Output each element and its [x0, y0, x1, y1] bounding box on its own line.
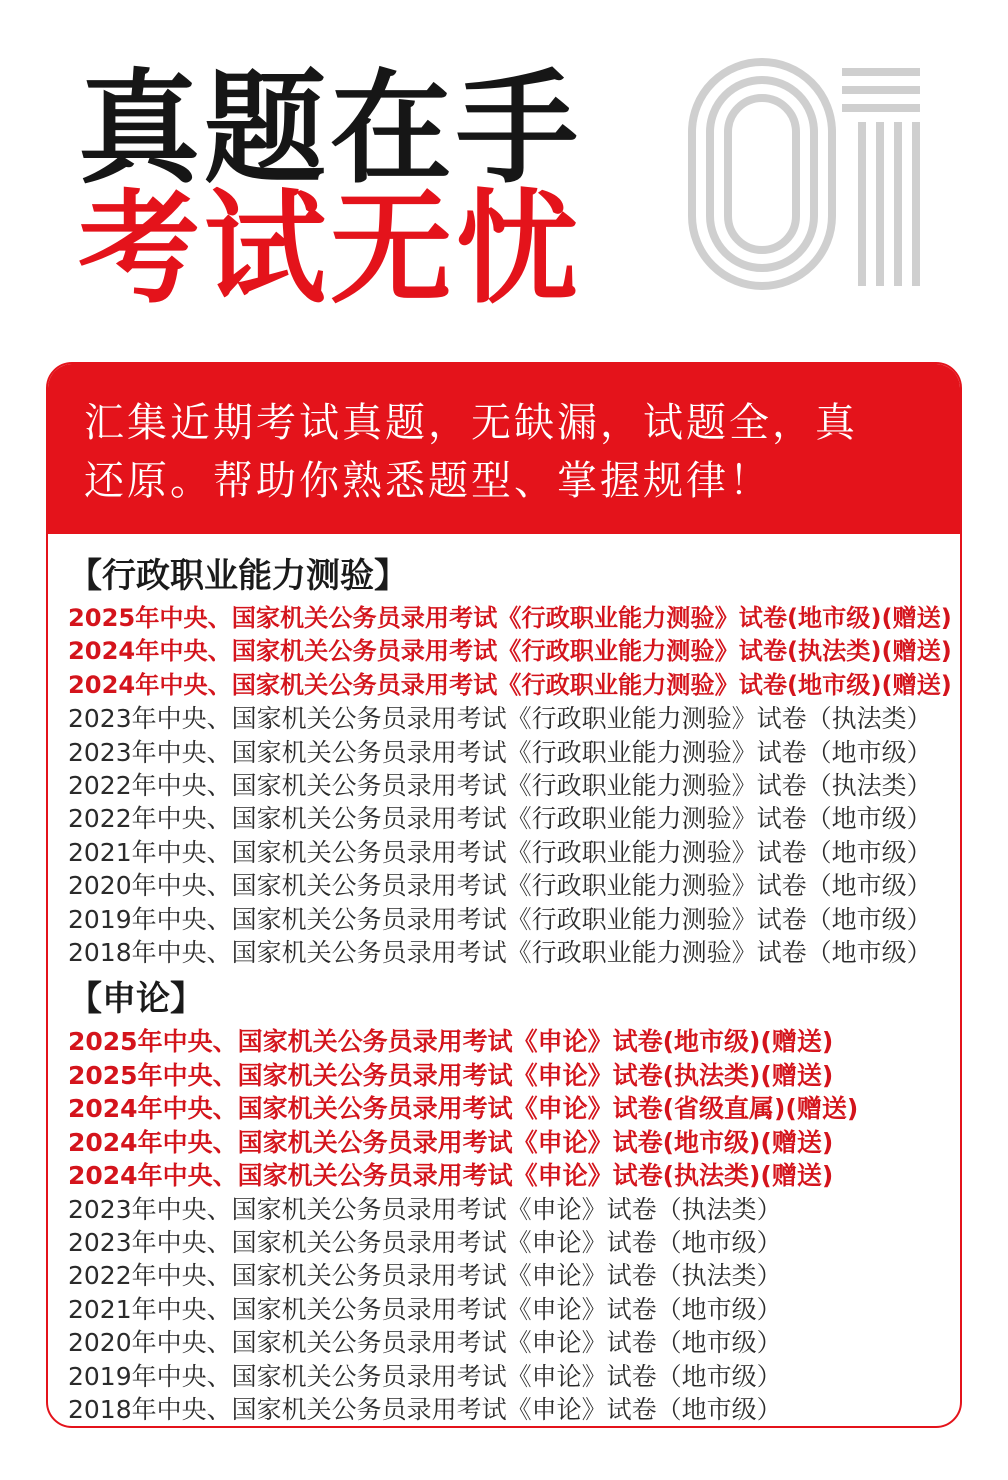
exam-list-item: 2024年中央、国家机关公务员录用考试《申论》试卷(执法类)(赠送)	[68, 1161, 834, 1191]
exam-list-shenlun	[68, 1025, 960, 1426]
exam-list-item: 2024年中央、国家机关公务员录用考试《行政职业能力测验》试卷(地市级)(赠送)	[68, 670, 952, 699]
exam-list-item: 2022年中央、国家机关公务员录用考试《行政职业能力测验》试卷（执法类）	[68, 771, 932, 801]
exam-list-item: 2020年中央、国家机关公务员录用考试《申论》试卷（地市级）	[68, 1328, 782, 1358]
card-header	[48, 364, 960, 534]
exam-list-item: 2025年中央、国家机关公务员录用考试《行政职业能力测验》试卷(地市级)(赠送)	[68, 604, 952, 632]
section-title-shenlun: 【申论】	[68, 979, 204, 1020]
exam-list-item: 2024年中央、国家机关公务员录用考试《申论》试卷(地市级)(赠送)	[68, 1127, 834, 1157]
exam-list-item: 2024年中央、国家机关公务员录用考试《申论》试卷(省级直属)(赠送)	[68, 1094, 859, 1124]
exam-list-item: 2023年中央、国家机关公务员录用考试《申论》试卷（地市级）	[68, 1227, 782, 1257]
exam-list-item: 2018年中央、国家机关公务员录用考试《申论》试卷（地市级）	[68, 1394, 782, 1424]
headline-line-1: 真题在手	[78, 58, 582, 200]
exam-list-item: 2018年中央、国家机关公务员录用考试《行政职业能力测验》试卷（地市级）	[68, 938, 932, 968]
intro-line-2: 还原。帮助你熟悉题型、掌握规律！	[84, 458, 772, 504]
exam-list-item: 2024年中央、国家机关公务员录用考试《行政职业能力测验》试卷(执法类)(赠送)	[68, 637, 952, 666]
headline-line-2: 考试无忧	[78, 178, 582, 320]
intro-text	[84, 394, 930, 510]
exam-list-item: 2022年中央、国家机关公务员录用考试《申论》试卷（执法类）	[68, 1261, 782, 1291]
exam-list-item: 2022年中央、国家机关公务员录用考试《行政职业能力测验》试卷（地市级）	[68, 804, 932, 834]
exam-list-item: 2021年中央、国家机关公务员录用考试《行政职业能力测验》试卷（地市级）	[68, 837, 932, 867]
exam-list-item: 2023年中央、国家机关公务员录用考试《行政职业能力测验》试卷（地市级）	[68, 737, 932, 767]
exam-list-item: 2019年中央、国家机关公务员录用考试《行政职业能力测验》试卷（地市级）	[68, 904, 932, 934]
exam-list-item: 2023年中央、国家机关公务员录用考试《行政职业能力测验》试卷（执法类）	[68, 704, 932, 734]
outline-zero-one-decoration	[686, 56, 926, 292]
exam-list-item: 2019年中央、国家机关公务员录用考试《申论》试卷（地市级）	[68, 1361, 782, 1391]
exam-list-item: 2020年中央、国家机关公务员录用考试《行政职业能力测验》试卷（地市级）	[68, 871, 932, 901]
exam-list-item: 2025年中央、国家机关公务员录用考试《申论》试卷(执法类)(赠送)	[68, 1060, 834, 1090]
exam-list-xingce	[68, 602, 960, 969]
intro-line-1: 汇集近期考试真题，无缺漏，试题全，真	[84, 400, 858, 446]
exam-list-item: 2021年中央、国家机关公务员录用考试《申论》试卷（地市级）	[68, 1294, 782, 1324]
card-body	[48, 534, 960, 1426]
section-title-xingce: 【行政职业能力测验】	[68, 556, 408, 596]
exam-list-item: 2023年中央、国家机关公务员录用考试《申论》试卷（执法类）	[68, 1194, 782, 1224]
exam-list-card	[46, 362, 962, 1428]
exam-list-item: 2025年中央、国家机关公务员录用考试《申论》试卷(地市级)(赠送)	[68, 1027, 834, 1057]
